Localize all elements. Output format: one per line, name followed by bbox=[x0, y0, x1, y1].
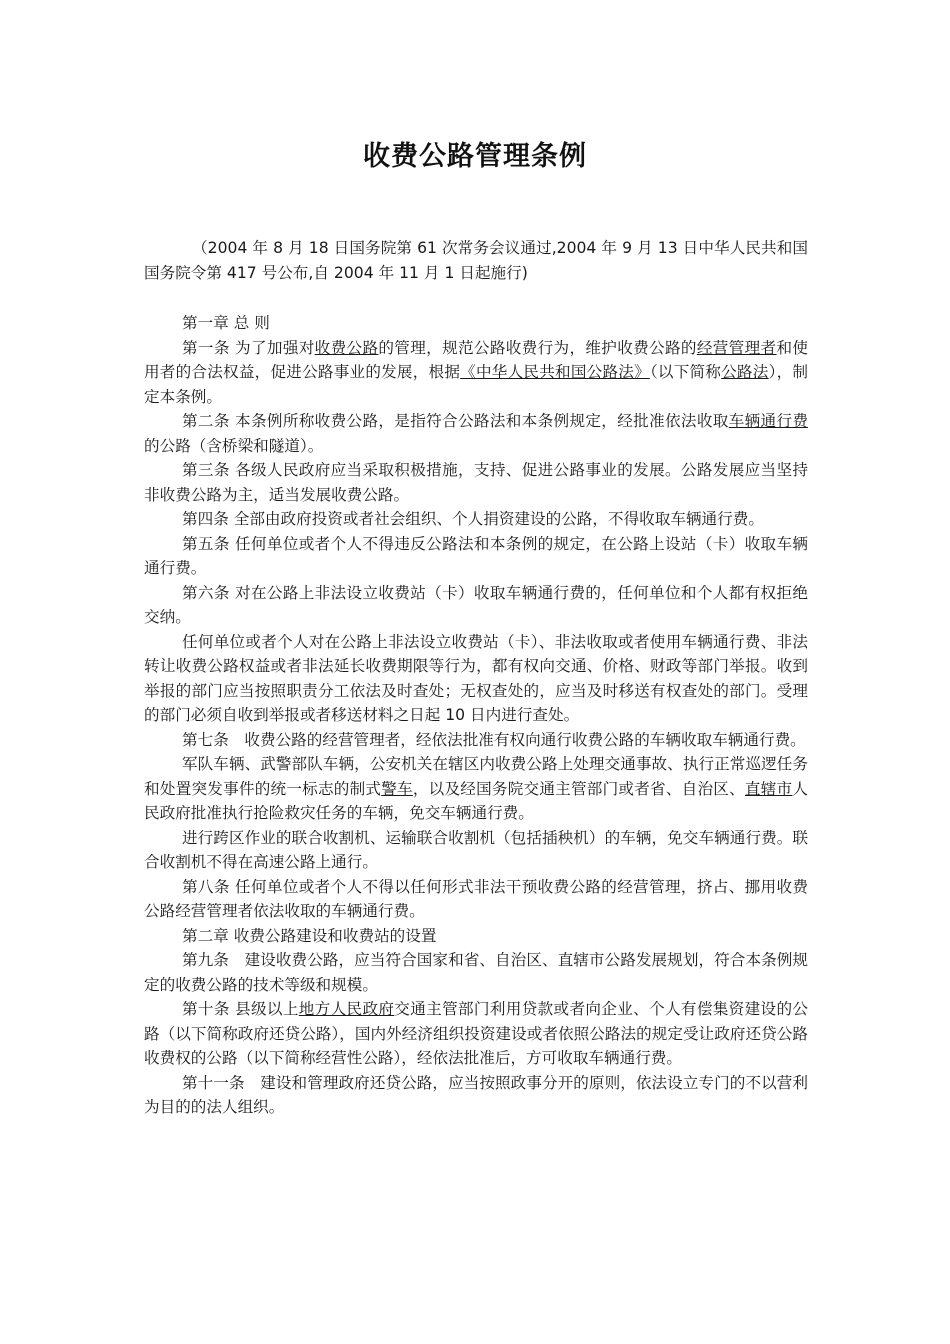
article-1-text: ），制定本条例。 bbox=[144, 363, 808, 406]
link-vehicle-toll[interactable]: 车辆通行费 bbox=[728, 412, 808, 430]
article-7-text: 人民政府批准执行抢险救灾任务的车辆，免交车辆通行费。 bbox=[144, 779, 808, 822]
article-8: 第八条 任何单位或者个人不得以任何形式非法干预收费公路的经营管理，挤占、挪用收费公路经营管理者依法收取的车辆通行费。 bbox=[144, 877, 808, 920]
document-body bbox=[144, 236, 808, 1120]
article-2-text: 的公路（含桥梁和隧道）。 bbox=[144, 436, 324, 455]
article-1-text: 的管理，规范公路收费行为，维护收费公路的 bbox=[378, 338, 697, 357]
article-7: 第七条 收费公路的经营管理者，经依法批准有权向通行收费公路的车辆收取车辆通行费。 bbox=[182, 730, 806, 749]
article-2 bbox=[144, 409, 808, 458]
article-7-paragraph-3: 进行跨区作业的联合收割机、运输联合收割机（包括插秧机）的车辆，免交车辆通行费。联合收割机不得在高速公路上通行。 bbox=[144, 828, 808, 871]
link-highway-law-full[interactable]: 《中华人民共和国公路法》 bbox=[460, 363, 650, 381]
enactment-note: （2004 年 8 月 18 日国务院第 61 次常务会议通过,2004 年 9 月 13 日中华人民共和国国务院令第 417 号公布,自 2004 年 11 月 1 日起施行) bbox=[144, 239, 808, 282]
article-10-text: 第十条 县级以上 bbox=[182, 1000, 299, 1018]
link-local-government[interactable]: 地方人民政府 bbox=[298, 1000, 395, 1018]
chapter-2-heading: 第二章 收费公路建设和收费站的设置 bbox=[182, 926, 437, 945]
article-1-text: 第一条 为了加强对 bbox=[182, 338, 315, 357]
article-4: 第四条 全部由政府投资或者社会组织、个人捐资建设的公路，不得收取车辆通行费。 bbox=[182, 510, 764, 528]
spacer bbox=[144, 285, 808, 311]
article-6: 第六条 对在公路上非法设立收费站（卡）收取车辆通行费的，任何单位和个人都有权拒绝交纳。 bbox=[144, 583, 808, 626]
article-2-text: 第二条 本条例所称收费公路，是指符合公路法和本条例规定，经批准依法收取 bbox=[182, 412, 729, 430]
article-7-text: ，以及经国务院交通主管部门或者省、自治区、 bbox=[412, 779, 745, 798]
article-6-paragraph-2: 任何单位或者个人对在公路上非法设立收费站（卡）、非法收取或者使用车辆通行费、非法转让收费公路权益或者非法延长收费期限等行为，都有权向交通、价格、财政等部门举报。收到举报的部门应当按照职责分工依法及时查处；无权查处的，应当及时移送有权查处的部门。受理的部门必须自收到举报或者移送材料之日起 10 日内进行查处。 bbox=[144, 632, 808, 724]
link-highway-law[interactable]: 公路法 bbox=[721, 363, 769, 381]
article-5: 第五条 任何单位或者个人不得违反公路法和本条例的规定，在公路上设站（卡）收取车辆通行费。 bbox=[144, 534, 808, 577]
article-1-text: 和使用者的合法权益，促进公路事业的发展，根据 bbox=[144, 338, 808, 381]
link-police-car[interactable]: 警车 bbox=[381, 779, 413, 798]
chapter-1-heading: 第一章 总 则 bbox=[182, 314, 270, 332]
article-3: 第三条 各级人民政府应当采取积极措施，支持、促进公路事业的发展。公路发展应当坚持非收费公路为主，适当发展收费公路。 bbox=[144, 461, 808, 504]
article-7-paragraph-2 bbox=[144, 752, 808, 826]
page-title: 收费公路管理条例 bbox=[363, 141, 587, 172]
article-10 bbox=[144, 997, 808, 1071]
link-operator-manager[interactable]: 经营管理者 bbox=[696, 338, 777, 357]
article-7-text: 军队车辆、武警部队车辆，公安机关在辖区内收费公路上处理交通事故、执行正常巡逻任务和处置突发事件的统一标志的制式 bbox=[144, 755, 808, 798]
article-1-text: （以下简称 bbox=[649, 363, 722, 381]
article-9: 第九条 建设收费公路，应当符合国家和省、自治区、直辖市公路发展规划，符合本条例规定的收费公路的技术等级和规模。 bbox=[144, 951, 808, 994]
article-10-text: 交通主管部门利用贷款或者向企业、个人有偿集资建设的公路（以下简称政府还贷公路），国内外经济组织投资建设或者依照公路法的规定受让政府还贷公路收费权的公路（以下简称经营性公路），经依法批准后，方可收取车辆通行费。 bbox=[144, 1000, 808, 1067]
article-1 bbox=[144, 336, 808, 410]
link-toll-road[interactable]: 收费公路 bbox=[314, 338, 379, 357]
link-municipality[interactable]: 直辖市 bbox=[744, 779, 793, 798]
article-11: 第十一条 建设和管理政府还贷公路，应当按照政事分开的原则，依法设立专门的不以营利为目的的法人组织。 bbox=[144, 1073, 808, 1116]
